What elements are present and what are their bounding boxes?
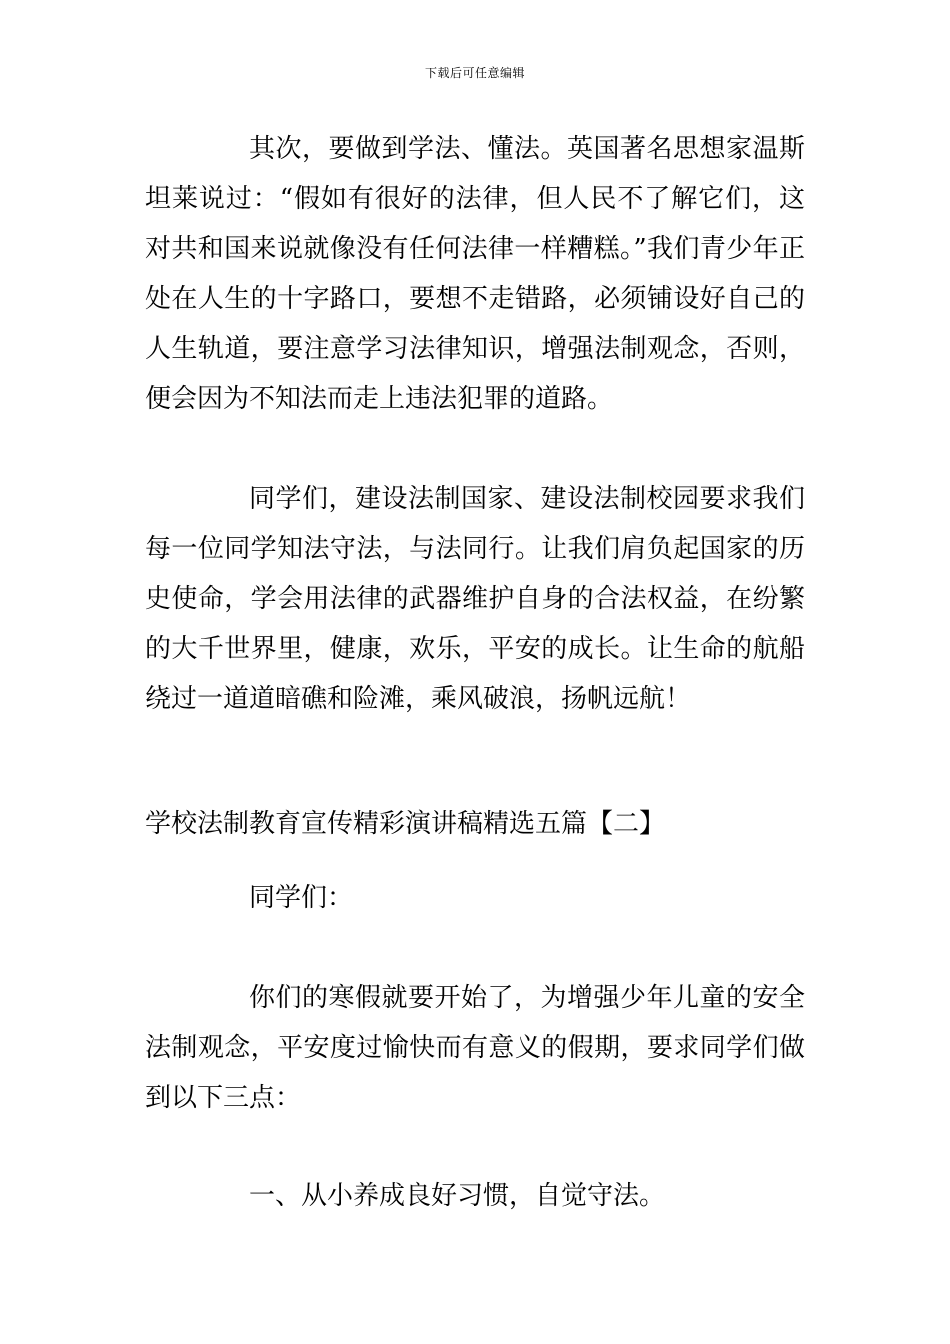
paragraph-learn-law: 其次，要做到学法、懂法。英国著名思想家温斯坦莱说过：“假如有很好的法律，但人民不了解它们，这对共和国来说就像没有任何法律一样糟糕。”我们青少年正处在人生的十字路口，要想不走错路，必须铺设好自己的人生轨道，要注意学习法律知识，增强法制观念，否则，便会因为不知法而走上违法犯罪的道路。 [145, 134, 805, 414]
greeting: 同学们： [249, 883, 354, 913]
point-one: 一、从小养成良好习惯，自觉守法。 [249, 1181, 666, 1211]
paragraph-winter-break: 你们的寒假就要开始了，为增强少年儿童的安全法制观念，平安度过愉快而有意义的假期，要求同学们做到以下三点： [145, 983, 805, 1113]
section-heading: 学校法制教育宣传精彩演讲稿精选五篇【二】 [145, 809, 666, 839]
header-note: 下载后可任意编辑 [424, 66, 525, 80]
paragraph-law-campus: 同学们，建设法制国家、建设法制校园要求我们每一位同学知法守法，与法同行。让我们肩负起国家的历史使命，学会用法律的武器维护自身的合法权益，在纷繁的大千世界里，健康，欢乐，平安的成长。让生命的航船绕过一道道暗礁和险滩，乘风破浪，扬帆远航！ [145, 484, 805, 714]
